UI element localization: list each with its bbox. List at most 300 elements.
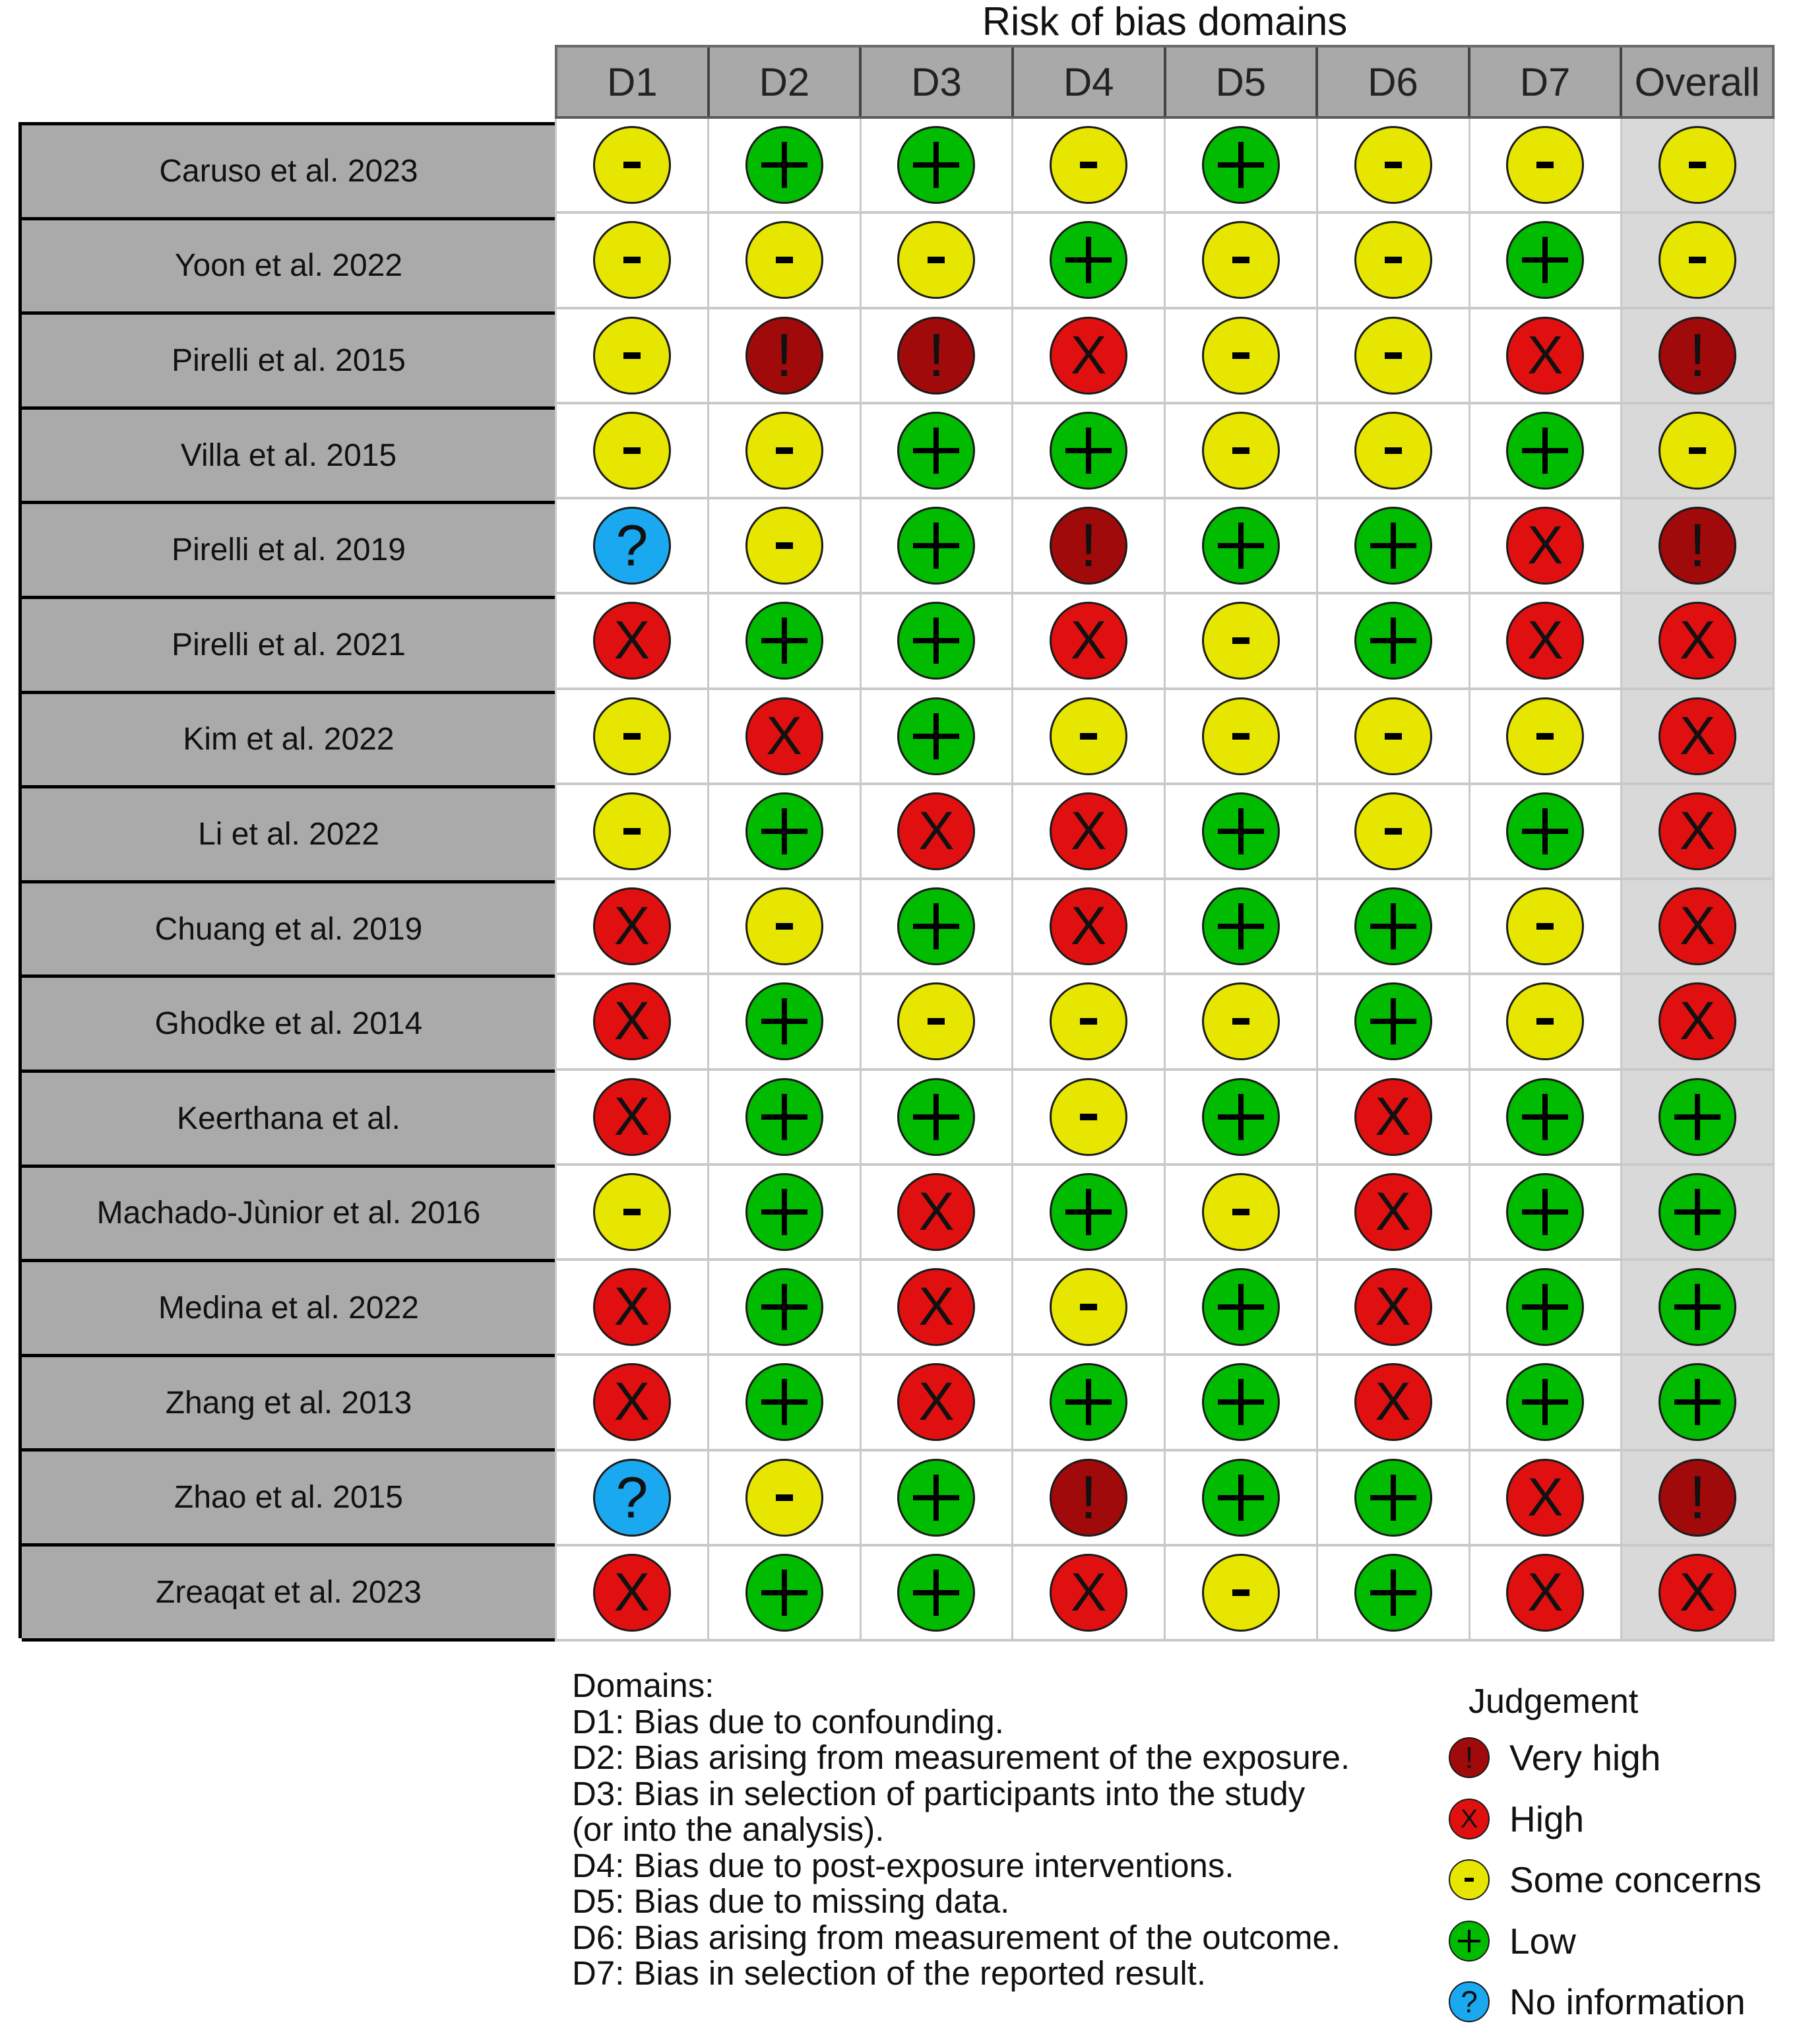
judgement-cell-d3 — [860, 1166, 1012, 1258]
cross-icon: X — [918, 1277, 955, 1337]
judgement-low-dot — [897, 507, 975, 585]
judgement-cell-d5 — [1164, 1547, 1316, 1639]
minus-icon — [1689, 447, 1706, 454]
judgement-low-dot — [1202, 126, 1280, 204]
judgement-cell-d1 — [555, 1166, 707, 1258]
plus-icon — [761, 142, 807, 188]
minus-icon — [1536, 923, 1554, 930]
judgement-cell-d3 — [860, 1071, 1012, 1163]
cross-icon: X — [614, 1277, 650, 1337]
judgement-cell-d7 — [1469, 690, 1621, 782]
judgement-high-dot — [1506, 602, 1584, 680]
judgement-cell-d5 — [1164, 975, 1316, 1068]
plus-icon — [913, 428, 959, 474]
cross-icon: X — [1070, 610, 1107, 671]
judgement-cell-d6 — [1316, 404, 1469, 497]
judgement-low-dot — [745, 1173, 823, 1251]
minus-icon — [1689, 162, 1706, 168]
judgement-some-dot — [1449, 1859, 1490, 1900]
judgement-cell-overall — [1620, 214, 1775, 306]
judgement-cell-overall — [1620, 594, 1775, 687]
judgement-cell-d2 — [707, 1356, 860, 1448]
judgement-cell-d1 — [555, 785, 707, 878]
judgement-low-dot — [745, 1078, 823, 1156]
judgement-low-dot — [1506, 1363, 1584, 1441]
column-header-d6: D6 — [1315, 48, 1468, 116]
judgement-cell-overall — [1620, 1166, 1775, 1258]
column-header-d7: D7 — [1468, 48, 1620, 116]
exclamation-icon: ! — [1689, 321, 1706, 389]
judgement-cell-d1 — [555, 119, 707, 211]
plus-icon — [1674, 1284, 1721, 1330]
judgement-high-dot — [897, 792, 975, 870]
judgement-cell-overall — [1620, 1261, 1775, 1353]
cross-icon: X — [918, 800, 955, 861]
judgement-cell-d1 — [555, 499, 707, 592]
judgement-low-dot — [1050, 412, 1127, 490]
plus-icon — [913, 1094, 959, 1140]
minus-icon — [1080, 1304, 1097, 1310]
judgement-high-dot — [1659, 602, 1736, 680]
judgement-cell-d2 — [707, 690, 860, 782]
study-labels-panel — [18, 122, 555, 1638]
cross-icon: X — [1527, 610, 1564, 671]
judgement-cell-d3 — [860, 309, 1012, 402]
judgement-cell-overall — [1620, 1071, 1775, 1163]
judgement-cell-d2 — [707, 1261, 860, 1353]
study-label: Machado-Jùnior et al. 2016 — [22, 1168, 555, 1263]
judgement-some-dot — [897, 221, 975, 299]
judgement-cell-d6 — [1316, 785, 1469, 878]
cross-icon: X — [614, 610, 650, 671]
judgement-cell-d7 — [1469, 499, 1621, 592]
judgement-high-dot — [1050, 1554, 1127, 1632]
judgement-low-dot — [1659, 1173, 1736, 1251]
judgement-high-dot — [1449, 1799, 1490, 1839]
minus-icon — [1232, 352, 1249, 359]
judgement-row — [555, 975, 1775, 1070]
judgement-low-dot — [1202, 507, 1280, 585]
question-icon: ? — [616, 1464, 648, 1530]
judgement-cell-d6 — [1316, 1261, 1469, 1353]
judgement-high-dot — [1354, 1363, 1432, 1441]
cross-icon: X — [1375, 1372, 1411, 1432]
judgement-cell-overall — [1620, 975, 1775, 1068]
minus-icon — [1385, 733, 1402, 740]
minus-icon — [623, 733, 641, 740]
minus-icon — [928, 257, 945, 263]
plus-icon — [1065, 237, 1112, 283]
judgement-cell-d1 — [555, 690, 707, 782]
minus-icon — [776, 257, 793, 263]
plus-icon — [913, 1570, 959, 1616]
judgement-cell-d3 — [860, 975, 1012, 1068]
judgement-cell-overall — [1620, 1356, 1775, 1448]
judgement-high-dot — [897, 1268, 975, 1346]
judgement-cell-d4 — [1011, 309, 1164, 402]
minus-icon — [623, 447, 641, 454]
judgement-cell-d3 — [860, 1261, 1012, 1353]
judgement-some-dot — [593, 221, 671, 299]
judgement-some-dot — [897, 982, 975, 1060]
cross-icon: X — [918, 1372, 955, 1432]
judgement-some-dot — [745, 412, 823, 490]
study-label: Pirelli et al. 2019 — [22, 504, 555, 599]
plus-icon — [1370, 1475, 1416, 1521]
minus-icon — [623, 1209, 641, 1215]
judgement-cell-d3 — [860, 1547, 1012, 1639]
domain-line-d5: D5: Bias due to missing data. — [572, 1882, 1010, 1920]
study-label: Zhang et al. 2013 — [22, 1357, 555, 1452]
minus-icon — [776, 447, 793, 454]
judgement-some-dot — [1354, 221, 1432, 299]
judgement-some-dot — [1202, 221, 1280, 299]
judgement-cell-d7 — [1469, 119, 1621, 211]
domain-header-row — [555, 45, 1775, 119]
judgement-some-dot — [1050, 126, 1127, 204]
judgement-cell-d6 — [1316, 975, 1469, 1068]
minus-icon — [1536, 1018, 1554, 1025]
judgement-high-dot — [1659, 887, 1736, 965]
judgement-some-dot — [1202, 412, 1280, 490]
judgement-cell-d5 — [1164, 1071, 1316, 1163]
judgement-some-dot — [745, 221, 823, 299]
judgement-low-dot — [1202, 1459, 1280, 1537]
judgement-cell-overall — [1620, 880, 1775, 973]
judgement-cell-d2 — [707, 214, 860, 306]
judgement-high-dot — [897, 1173, 975, 1251]
judgement-cell-d4 — [1011, 1166, 1164, 1258]
judgement-high-dot — [1050, 792, 1127, 870]
plus-icon — [761, 1189, 807, 1235]
chart-title: Risk of bias domains — [982, 0, 1348, 44]
judgement-row — [555, 404, 1775, 499]
exclamation-icon: ! — [1465, 1741, 1474, 1775]
minus-icon — [1385, 162, 1402, 168]
judgement-cell-d6 — [1316, 880, 1469, 973]
judgement-some-dot — [745, 507, 823, 585]
minus-icon — [928, 1018, 945, 1025]
cross-icon: X — [1070, 1562, 1107, 1622]
plus-icon — [761, 618, 807, 664]
legend-item-high — [1449, 1789, 1801, 1850]
cross-icon: X — [1460, 1804, 1478, 1834]
judgement-low-dot — [1506, 792, 1584, 870]
judgement-high-dot — [1354, 1173, 1432, 1251]
domain-line-d6: D6: Bias arising from measurement of the outcome. — [572, 1918, 1341, 1956]
question-icon: ? — [1461, 1985, 1478, 2020]
judgement-some-dot — [1050, 1268, 1127, 1346]
study-label: Chuang et al. 2019 — [22, 883, 555, 978]
judgement-cell-d2 — [707, 1166, 860, 1258]
judgement-low-dot — [1202, 792, 1280, 870]
cross-icon: X — [1375, 1181, 1411, 1242]
judgement-high-dot — [593, 982, 671, 1060]
study-label: Zhao et al. 2015 — [22, 1452, 555, 1547]
judgement-high-dot — [593, 602, 671, 680]
judgement-low-dot — [897, 697, 975, 775]
judgement-cell-d3 — [860, 1452, 1012, 1544]
judgement-low-dot — [1202, 887, 1280, 965]
judgement-cell-d6 — [1316, 690, 1469, 782]
judgement-low-dot — [745, 1554, 823, 1632]
judgement-cell-d1 — [555, 1356, 707, 1448]
judgement-cell-d5 — [1164, 880, 1316, 973]
plus-icon — [761, 998, 807, 1044]
judgement-some-dot — [593, 126, 671, 204]
judgement-cell-d7 — [1469, 1261, 1621, 1353]
judgement-cell-d4 — [1011, 880, 1164, 973]
judgement-cell-d1 — [555, 404, 707, 497]
judgement-some-dot — [1506, 982, 1584, 1060]
judgement-cell-overall — [1620, 309, 1775, 402]
plus-icon — [913, 713, 959, 759]
judgement-low-dot — [897, 1459, 975, 1537]
judgement-some-dot — [593, 317, 671, 395]
judgement-some-dot — [1202, 1173, 1280, 1251]
judgement-cell-d5 — [1164, 1452, 1316, 1544]
judgement-high-dot — [1050, 602, 1127, 680]
cross-icon: X — [1070, 800, 1107, 861]
judgement-cell-d3 — [860, 499, 1012, 592]
legend-label: Very high — [1509, 1737, 1661, 1779]
plus-icon — [761, 1570, 807, 1616]
judgement-some-dot — [1506, 126, 1584, 204]
judgement-low-dot — [745, 602, 823, 680]
judgement-low-dot — [897, 126, 975, 204]
judgement-cell-d5 — [1164, 119, 1316, 211]
judgement-row — [555, 119, 1775, 214]
cross-icon: X — [1527, 515, 1564, 576]
minus-icon — [1232, 447, 1249, 454]
judgement-some-dot — [745, 1459, 823, 1537]
minus-icon — [1232, 1589, 1249, 1596]
judgement-some-dot — [1202, 697, 1280, 775]
legend-item-some — [1449, 1849, 1801, 1911]
judgement-some-dot — [1659, 126, 1736, 204]
judgement-cell-d4 — [1011, 594, 1164, 687]
minus-icon — [776, 1494, 793, 1501]
judgement-cell-d6 — [1316, 499, 1469, 592]
plus-icon — [1522, 237, 1568, 283]
plus-icon — [761, 1094, 807, 1140]
judgement-low-dot — [897, 602, 975, 680]
cross-icon: X — [1527, 1562, 1564, 1622]
judgement-cell-d4 — [1011, 975, 1164, 1068]
judgement-cell-d2 — [707, 404, 860, 497]
judgement-some-dot — [1202, 1554, 1280, 1632]
study-label: Keerthana et al. — [22, 1073, 555, 1168]
minus-icon — [776, 542, 793, 549]
judgement-row — [555, 690, 1775, 785]
legend-label: High — [1509, 1798, 1585, 1839]
judgement-cell-d4 — [1011, 1071, 1164, 1163]
judgement-low-dot — [1354, 602, 1432, 680]
cross-icon: X — [1070, 896, 1107, 957]
judgement-high-dot — [1659, 697, 1736, 775]
judgement-low-dot — [745, 1363, 823, 1441]
judgement-cell-d6 — [1316, 309, 1469, 402]
judgement-veryhigh-dot — [1659, 317, 1736, 395]
study-label: Pirelli et al. 2015 — [22, 315, 555, 410]
judgement-low-dot — [1354, 982, 1432, 1060]
domain-line-d2: D2: Bias arising from measurement of the exposure. — [572, 1739, 1350, 1776]
plus-icon — [913, 142, 959, 188]
plus-icon — [913, 1475, 959, 1521]
judgement-row — [555, 785, 1775, 880]
judgement-cell-d2 — [707, 785, 860, 878]
judgement-cell-d5 — [1164, 1166, 1316, 1258]
minus-icon — [1536, 733, 1554, 740]
exclamation-icon: ! — [775, 321, 793, 389]
judgement-cell-d2 — [707, 880, 860, 973]
judgement-cell-d2 — [707, 975, 860, 1068]
minus-icon — [623, 352, 641, 359]
judgement-low-dot — [745, 792, 823, 870]
exclamation-icon: ! — [1080, 1463, 1097, 1531]
plus-icon — [1370, 618, 1416, 664]
judgement-cell-d6 — [1316, 214, 1469, 306]
judgement-veryhigh-dot — [1050, 507, 1127, 585]
judgement-cell-d1 — [555, 1547, 707, 1639]
judgement-cell-d2 — [707, 594, 860, 687]
judgement-low-dot — [1659, 1363, 1736, 1441]
judgement-some-dot — [1354, 792, 1432, 870]
judgement-row — [555, 1547, 1775, 1642]
judgement-high-dot — [1050, 317, 1127, 395]
judgement-some-dot — [1050, 1078, 1127, 1156]
judgement-low-dot — [1202, 1078, 1280, 1156]
judgement-low-dot — [1506, 221, 1584, 299]
minus-icon — [1385, 257, 1402, 263]
minus-icon — [776, 923, 793, 930]
judgement-cell-d1 — [555, 975, 707, 1068]
judgement-low-dot — [897, 1554, 975, 1632]
domains-key — [572, 1668, 1443, 1992]
judgement-cell-d7 — [1469, 1452, 1621, 1544]
study-label: Medina et al. 2022 — [22, 1262, 555, 1357]
judgement-cell-d2 — [707, 309, 860, 402]
judgement-some-dot — [1354, 697, 1432, 775]
judgement-some-dot — [1506, 887, 1584, 965]
judgement-cell-d4 — [1011, 1356, 1164, 1448]
plus-icon — [913, 523, 959, 569]
judgement-cell-d5 — [1164, 499, 1316, 592]
judgement-cell-d4 — [1011, 499, 1164, 592]
cross-icon: X — [1679, 705, 1716, 766]
column-header-d5: D5 — [1164, 48, 1316, 116]
judgement-veryhigh-dot — [745, 317, 823, 395]
plus-icon — [913, 618, 959, 664]
judgement-cell-d7 — [1469, 1071, 1621, 1163]
judgement-low-dot — [1659, 1078, 1736, 1156]
exclamation-icon: ! — [928, 321, 945, 389]
cross-icon: X — [1375, 1086, 1411, 1147]
minus-icon — [1232, 257, 1249, 263]
judgement-cell-overall — [1620, 1452, 1775, 1544]
judgement-cell-d4 — [1011, 1547, 1164, 1639]
judgement-high-dot — [1506, 1554, 1584, 1632]
judgement-row — [555, 214, 1775, 309]
plus-icon — [1370, 1570, 1416, 1616]
cross-icon: X — [766, 705, 802, 766]
domain-line-d7: D7: Bias in selection of the reported result. — [572, 1954, 1207, 1992]
judgement-some-dot — [593, 412, 671, 490]
judgement-some-dot — [1506, 697, 1584, 775]
judgement-some-dot — [1354, 317, 1432, 395]
study-label: Zreaqat et al. 2023 — [22, 1547, 555, 1642]
legend-label: Low — [1509, 1920, 1576, 1962]
judgement-row — [555, 1166, 1775, 1261]
judgement-cell-d3 — [860, 119, 1012, 211]
judgement-low-dot — [1506, 412, 1584, 490]
domains-heading: Domains: — [572, 1667, 714, 1704]
minus-icon — [1465, 1878, 1474, 1882]
judgement-row — [555, 499, 1775, 594]
judgement-some-dot — [593, 697, 671, 775]
judgement-cell-d5 — [1164, 785, 1316, 878]
judgement-low-dot — [1354, 507, 1432, 585]
cross-icon: X — [614, 1562, 650, 1622]
legend-item-veryhigh — [1449, 1727, 1801, 1789]
cross-icon: X — [1679, 1562, 1716, 1622]
judgement-cell-d2 — [707, 499, 860, 592]
column-header-overall: Overall — [1620, 48, 1775, 116]
judgement-row — [555, 1261, 1775, 1356]
column-header-d4: D4 — [1011, 48, 1164, 116]
cross-icon: X — [918, 1181, 955, 1242]
judgement-row — [555, 594, 1775, 689]
cross-icon: X — [1527, 325, 1564, 385]
judgement-cell-d4 — [1011, 214, 1164, 306]
judgement-low-dot — [1050, 1363, 1127, 1441]
judgement-some-dot — [1202, 317, 1280, 395]
judgement-some-dot — [1354, 412, 1432, 490]
judgement-cell-d3 — [860, 1356, 1012, 1448]
judgement-some-dot — [1659, 221, 1736, 299]
judgement-cell-d5 — [1164, 1261, 1316, 1353]
legend-label: Some concerns — [1509, 1859, 1762, 1901]
judgement-cell-overall — [1620, 119, 1775, 211]
judgement-low-dot — [1449, 1921, 1490, 1962]
minus-icon — [1385, 447, 1402, 454]
exclamation-icon: ! — [1080, 512, 1097, 580]
minus-icon — [623, 257, 641, 263]
cross-icon: X — [1679, 991, 1716, 1052]
domain-line-d3: D3: Bias in selection of participants into the study — [572, 1774, 1306, 1812]
judgement-some-dot — [1354, 126, 1432, 204]
judgement-cell-d5 — [1164, 594, 1316, 687]
judgement-cell-d7 — [1469, 1166, 1621, 1258]
plus-icon — [913, 903, 959, 949]
judgement-some-dot — [593, 792, 671, 870]
study-label: Ghodke et al. 2014 — [22, 978, 555, 1073]
judgement-cell-d3 — [860, 880, 1012, 973]
judgement-high-dot — [897, 1363, 975, 1441]
exclamation-icon: ! — [1689, 1463, 1706, 1531]
domain-line-d1: D1: Bias due to confounding. — [572, 1702, 1004, 1741]
judgement-noinfo-dot — [593, 1459, 671, 1537]
judgement-legend — [1449, 1676, 1801, 2033]
judgement-grid — [555, 119, 1775, 1642]
cross-icon: X — [614, 1372, 650, 1432]
judgement-cell-d4 — [1011, 119, 1164, 211]
judgement-veryhigh-dot — [1659, 507, 1736, 585]
judgement-cell-overall — [1620, 785, 1775, 878]
judgement-veryhigh-dot — [1449, 1737, 1490, 1778]
plus-icon — [1674, 1189, 1721, 1235]
judgement-cell-overall — [1620, 499, 1775, 592]
